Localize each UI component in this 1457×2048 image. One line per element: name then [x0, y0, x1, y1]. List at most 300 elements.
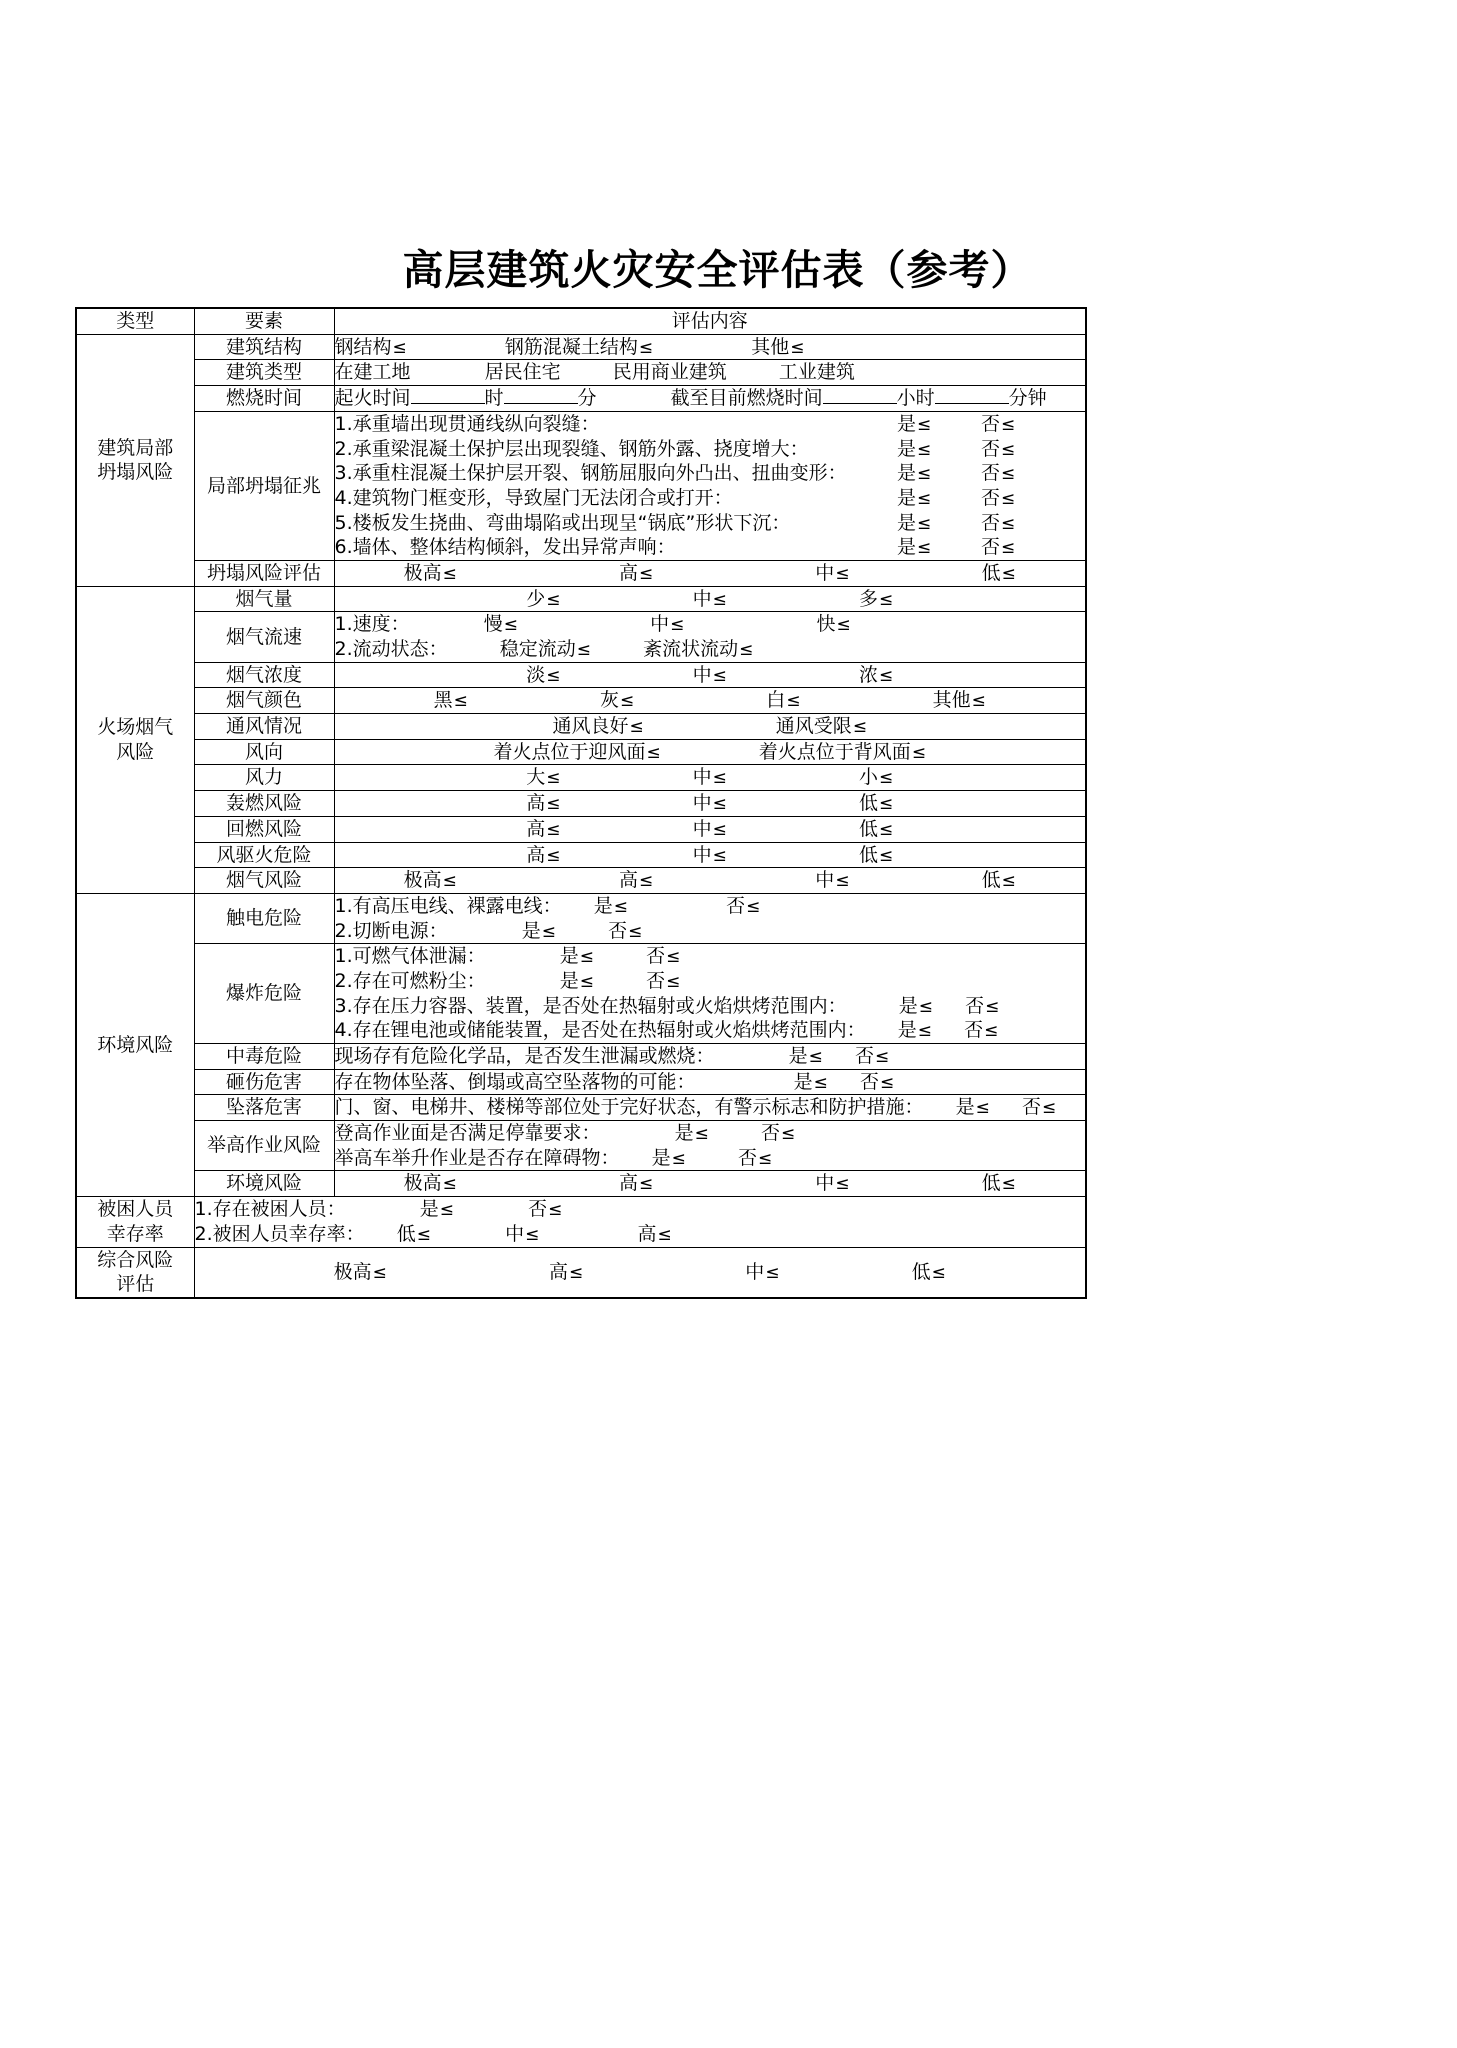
option-density-medium[interactable]: 中≤ — [692, 663, 727, 686]
checkbox-icon[interactable]: ≤ — [780, 1124, 796, 1145]
table-row — [76, 739, 1086, 765]
checkbox-icon[interactable]: ≤ — [1001, 414, 1016, 435]
option-good-ventilation[interactable]: 通风良好≤ — [552, 715, 644, 738]
option-no[interactable]: 否≤ — [965, 994, 1000, 1017]
checkbox-icon[interactable]: ≤ — [931, 1262, 946, 1283]
element-building-type: 建筑类型 — [194, 360, 334, 386]
element-smoke-risk-rating: 烟气风险 — [194, 868, 334, 894]
checkbox-icon[interactable]: ≤ — [808, 1047, 823, 1068]
checkbox-icon[interactable]: ≤ — [613, 896, 628, 917]
rating-low[interactable]: 低≤ — [981, 561, 1016, 584]
option-color-black[interactable]: 黑≤ — [433, 689, 468, 712]
content-smoke-density — [334, 662, 1086, 688]
element-flashover-risk: 轰燃风险 — [194, 791, 334, 817]
checkbox-icon[interactable]: ≤ — [546, 768, 561, 789]
checkbox-icon[interactable]: ≤ — [971, 691, 986, 712]
option-no[interactable]: 否≤ — [1021, 1096, 1057, 1119]
rating-high[interactable]: 高≤ — [618, 1172, 654, 1195]
checkbox-icon[interactable]: ≤ — [712, 819, 727, 840]
rating-high[interactable]: 高≤ — [637, 1222, 672, 1245]
rating-high[interactable]: 高≤ — [548, 1260, 584, 1283]
checkbox-icon[interactable]: ≤ — [878, 768, 894, 789]
option-yes[interactable]: 是≤ — [419, 1198, 454, 1221]
option-wind-weak[interactable]: 小≤ — [858, 766, 894, 789]
rating-low[interactable]: 低≤ — [911, 1260, 946, 1283]
option-fire-windward[interactable]: 着火点位于迎风面≤ — [493, 740, 661, 763]
option-construction-site[interactable]: 在建工地 — [334, 361, 411, 384]
option-density-thin[interactable]: 淡≤ — [526, 663, 561, 686]
checkbox-icon[interactable]: ≤ — [638, 871, 654, 892]
header-content: 评估内容 — [334, 308, 1086, 334]
option-yes[interactable]: 是≤ — [897, 437, 932, 460]
option-color-grey[interactable]: 灰≤ — [599, 689, 635, 712]
rating-high[interactable]: 高≤ — [526, 792, 561, 815]
checkbox-icon[interactable]: ≤ — [878, 794, 894, 815]
option-wind-strong[interactable]: 大≤ — [526, 766, 561, 789]
content-aerial-work-risk — [334, 1121, 1086, 1171]
table-row — [76, 1121, 1086, 1171]
element-smoke-speed: 烟气流速 — [194, 612, 334, 662]
option-rc-structure[interactable]: 钢筋混凝土结构≤ — [504, 335, 654, 358]
label-trapped-present: 1.存在被困人员： — [194, 1198, 346, 1221]
checkbox-icon[interactable]: ≤ — [1001, 464, 1016, 485]
element-collapse-signs: 局部坍塌征兆 — [194, 411, 334, 560]
checkbox-icon[interactable]: ≤ — [546, 665, 561, 686]
input-ignition-hour[interactable] — [411, 386, 485, 404]
label-climbing-surface: 登高作业面是否满足停靠要求： — [334, 1122, 601, 1145]
rating-medium[interactable]: 中≤ — [815, 1172, 850, 1195]
option-yes[interactable]: 是≤ — [559, 969, 594, 992]
checkbox-icon[interactable]: ≤ — [878, 665, 894, 686]
table-row — [76, 1197, 1086, 1247]
table-row — [76, 1171, 1086, 1197]
checkbox-icon[interactable]: ≤ — [712, 794, 727, 815]
option-no[interactable]: 否≤ — [981, 486, 1016, 509]
option-yes[interactable]: 是≤ — [559, 945, 594, 968]
checkbox-icon[interactable]: ≤ — [1001, 1174, 1016, 1195]
option-yes[interactable]: 是≤ — [521, 919, 556, 942]
option-steel-structure[interactable]: 钢结构≤ — [334, 335, 407, 358]
checkbox-icon[interactable]: ≤ — [790, 337, 805, 358]
checkbox-icon[interactable]: ≤ — [1041, 1098, 1057, 1119]
checkbox-icon[interactable]: ≤ — [836, 615, 851, 636]
element-smoke-density: 烟气浓度 — [194, 662, 334, 688]
option-yes[interactable]: 是≤ — [793, 1070, 828, 1093]
element-wind-direction: 风向 — [194, 739, 334, 765]
list-item — [335, 437, 1086, 462]
label-cut-power: 2.切断电源： — [334, 919, 448, 942]
checkbox-icon[interactable]: ≤ — [878, 589, 894, 610]
option-no[interactable]: 否≤ — [646, 945, 681, 968]
content-burn-time — [334, 386, 1086, 412]
option-commercial[interactable]: 民用商业建筑 — [612, 361, 727, 384]
checkbox-icon[interactable]: ≤ — [579, 947, 594, 968]
section-type-environment: 环境风险 — [76, 893, 194, 1196]
option-other-structure[interactable]: 其他≤ — [751, 335, 805, 358]
checkbox-icon[interactable]: ≤ — [984, 1021, 999, 1042]
option-residential[interactable]: 居民住宅 — [484, 361, 561, 384]
content-wind-force — [334, 765, 1086, 791]
checkbox-icon[interactable]: ≤ — [666, 971, 681, 992]
checkbox-icon[interactable]: ≤ — [917, 414, 932, 435]
checkbox-icon[interactable]: ≤ — [1001, 439, 1016, 460]
content-poisoning-risk — [334, 1044, 1086, 1070]
label-hazardous-chemicals: 现场存有危险化学品，是否发生泄漏或燃烧： — [334, 1045, 715, 1068]
label-lithium-battery: 4.存在锂电池或储能装置，是否处在热辐射或火焰烘烤范围内： — [334, 1019, 866, 1042]
element-collapse-risk-rating: 坍塌风险评估 — [194, 560, 334, 586]
label-high-voltage-lines: 1.有高压电线、裸露电线： — [334, 894, 562, 917]
option-no[interactable]: 否≤ — [528, 1198, 563, 1221]
table-row — [76, 1095, 1086, 1121]
list-item — [335, 412, 1086, 437]
element-smoke-color: 烟气颜色 — [194, 688, 334, 714]
table-row — [76, 765, 1086, 791]
checkbox-icon[interactable]: ≤ — [666, 947, 681, 968]
page-title: 高层建筑火灾安全评估表（参考） — [402, 246, 1033, 294]
checkbox-icon[interactable]: ≤ — [657, 1224, 672, 1245]
option-yes[interactable]: 是≤ — [898, 994, 933, 1017]
checkbox-icon[interactable]: ≤ — [712, 665, 727, 686]
element-smoke-volume: 烟气量 — [194, 586, 334, 612]
checkbox-icon[interactable]: ≤ — [638, 337, 654, 358]
section-type-overall-risk: 综合风险 评估 — [76, 1247, 194, 1298]
input-elapsed-minutes[interactable] — [935, 386, 1009, 404]
rating-low[interactable]: 低≤ — [396, 1222, 431, 1245]
content-wind-driven-fire-risk — [334, 842, 1086, 868]
collapse-sign-5: 5.楼板发生挠曲、弯曲塌陷或出现呈“锅底”形状下沉： — [334, 511, 791, 534]
unit-hour: 时 — [484, 387, 504, 410]
checkbox-icon[interactable]: ≤ — [694, 1124, 709, 1145]
checkbox-icon[interactable]: ≤ — [786, 691, 801, 712]
option-industrial[interactable]: 工业建筑 — [778, 361, 855, 384]
option-no[interactable]: 否≤ — [760, 1122, 796, 1145]
checkbox-icon[interactable]: ≤ — [917, 464, 932, 485]
rating-high[interactable]: 高≤ — [618, 561, 654, 584]
checkbox-icon[interactable]: ≤ — [765, 1262, 780, 1283]
checkbox-icon[interactable]: ≤ — [576, 640, 591, 661]
checkbox-icon[interactable]: ≤ — [739, 640, 754, 661]
option-speed-medium[interactable]: 中≤ — [650, 613, 685, 636]
table-row — [76, 842, 1086, 868]
label-pressure-vessel: 3.存在压力容器、装置，是否处在热辐射或火焰烘烤范围内： — [334, 994, 847, 1017]
checkbox-icon[interactable]: ≤ — [746, 896, 761, 917]
checkbox-icon[interactable]: ≤ — [975, 1098, 990, 1119]
checkbox-icon[interactable]: ≤ — [670, 615, 685, 636]
rating-medium[interactable]: 中≤ — [692, 843, 727, 866]
option-yes[interactable]: 是≤ — [788, 1045, 823, 1068]
checkbox-icon[interactable]: ≤ — [503, 615, 518, 636]
option-yes[interactable]: 是≤ — [897, 462, 932, 485]
collapse-sign-1: 1.承重墙出现贯通线纵向裂缝： — [334, 412, 600, 435]
checkbox-icon[interactable]: ≤ — [442, 1174, 457, 1195]
checkbox-icon[interactable]: ≤ — [416, 1224, 431, 1245]
content-smoke-risk-rating — [334, 868, 1086, 894]
checkbox-icon[interactable]: ≤ — [548, 1200, 563, 1221]
rating-medium[interactable]: 中≤ — [505, 1222, 540, 1245]
option-color-other[interactable]: 其他≤ — [932, 689, 986, 712]
checkbox-icon[interactable]: ≤ — [453, 691, 468, 712]
checkbox-icon[interactable]: ≤ — [392, 337, 407, 358]
option-no[interactable]: 否≤ — [981, 536, 1016, 559]
rating-medium[interactable]: 中≤ — [692, 792, 727, 815]
content-fall-hazard — [334, 1095, 1086, 1121]
element-electric-shock: 触电危险 — [194, 893, 334, 943]
list-item — [335, 535, 1086, 560]
checkbox-icon[interactable]: ≤ — [917, 1021, 932, 1042]
option-smoke-medium[interactable]: 中≤ — [692, 587, 727, 610]
rating-very-high[interactable]: 极高≤ — [403, 869, 457, 892]
label-falling-objects: 存在物体坠落、倒塌或高空坠落物的可能： — [334, 1070, 696, 1093]
table-row — [76, 868, 1086, 894]
element-backdraft-risk: 回燃风险 — [194, 816, 334, 842]
table-row — [76, 791, 1086, 817]
collapse-sign-2: 2.承重梁混凝土保护层出现裂缝、钢筋外露、挠度增大： — [334, 437, 809, 460]
checkbox-icon[interactable]: ≤ — [439, 1200, 454, 1221]
content-environment-risk-rating — [334, 1171, 1086, 1197]
label-openings-condition: 门、窗、电梯井、楼梯等部位处于完好状态，有警示标志和防护措施： — [334, 1096, 924, 1119]
checkbox-icon[interactable]: ≤ — [442, 563, 457, 584]
checkbox-icon[interactable]: ≤ — [712, 589, 727, 610]
option-speed-fast[interactable]: 快≤ — [816, 613, 851, 636]
checkbox-icon[interactable]: ≤ — [638, 1174, 654, 1195]
content-smoke-speed — [334, 612, 1086, 662]
checkbox-icon[interactable]: ≤ — [879, 1072, 895, 1093]
label-ignition-time: 起火时间 — [334, 387, 411, 410]
checkbox-icon[interactable]: ≤ — [874, 1047, 890, 1068]
label-gas-leak: 1.可燃气体泄漏： — [334, 945, 486, 968]
option-yes[interactable]: 是≤ — [897, 536, 932, 559]
content-overall-risk-rating — [194, 1247, 1086, 1298]
checkbox-icon[interactable]: ≤ — [757, 1148, 773, 1169]
option-yes[interactable]: 是≤ — [897, 486, 932, 509]
table-row — [76, 586, 1086, 612]
collapse-sign-4: 4.建筑物门框变形，导致屋门无法闭合或打开： — [334, 486, 733, 509]
table-row — [76, 612, 1086, 662]
table-row — [76, 714, 1086, 740]
rating-low[interactable]: 低≤ — [981, 1172, 1016, 1195]
element-building-structure: 建筑结构 — [194, 334, 334, 360]
checkbox-icon[interactable]: ≤ — [546, 794, 561, 815]
option-yes[interactable]: 是≤ — [897, 412, 932, 435]
content-electric-shock — [334, 893, 1086, 943]
checkbox-icon[interactable]: ≤ — [546, 589, 561, 610]
option-fire-leeward[interactable]: 着火点位于背风面≤ — [758, 740, 927, 763]
checkbox-icon[interactable]: ≤ — [878, 819, 894, 840]
checkbox-icon[interactable]: ≤ — [646, 742, 661, 763]
checkbox-icon[interactable]: ≤ — [568, 1262, 584, 1283]
checkbox-icon[interactable]: ≤ — [917, 538, 932, 559]
element-crush-hazard: 砸伤危害 — [194, 1069, 334, 1095]
rating-low[interactable]: 低≤ — [858, 843, 894, 866]
table-row — [76, 334, 1086, 360]
option-wind-medium[interactable]: 中≤ — [692, 766, 727, 789]
content-ventilation — [334, 714, 1086, 740]
header-element: 要素 — [194, 308, 334, 334]
label-speed: 1.速度： — [334, 613, 410, 636]
checkbox-icon[interactable]: ≤ — [712, 845, 727, 866]
checkbox-icon[interactable]: ≤ — [442, 871, 457, 892]
checkbox-icon[interactable]: ≤ — [541, 921, 556, 942]
table-row — [76, 944, 1086, 1044]
checkbox-icon[interactable]: ≤ — [638, 563, 654, 584]
option-no[interactable]: 否≤ — [964, 1019, 999, 1042]
option-no[interactable]: 否≤ — [726, 894, 761, 917]
option-no[interactable]: 否≤ — [854, 1045, 890, 1068]
checkbox-icon[interactable]: ≤ — [1001, 538, 1016, 559]
checkbox-icon[interactable]: ≤ — [1001, 871, 1016, 892]
content-smoke-volume — [334, 586, 1086, 612]
collapse-sign-3: 3.承重柱混凝土保护层开裂、钢筋屈服向外凸出、扭曲变形： — [334, 462, 847, 485]
checkbox-icon[interactable]: ≤ — [917, 513, 932, 534]
rating-medium[interactable]: 中≤ — [745, 1260, 780, 1283]
checkbox-icon[interactable]: ≤ — [835, 871, 850, 892]
option-yes[interactable]: 是≤ — [593, 894, 628, 917]
table-row — [76, 1247, 1086, 1298]
option-yes[interactable]: 是≤ — [897, 1019, 932, 1042]
input-ignition-minute[interactable] — [504, 386, 578, 404]
content-collapse-signs — [334, 411, 1086, 560]
checkbox-icon[interactable]: ≤ — [918, 996, 933, 1017]
rating-high[interactable]: 高≤ — [526, 843, 561, 866]
label-combustible-dust: 2.存在可燃粉尘： — [334, 969, 486, 992]
option-no[interactable]: 否≤ — [981, 437, 1016, 460]
list-item — [335, 486, 1086, 511]
element-environment-risk-rating: 环境风险 — [194, 1171, 334, 1197]
table-row — [76, 360, 1086, 386]
checkbox-icon[interactable]: ≤ — [917, 488, 932, 509]
option-no[interactable]: 否≤ — [859, 1070, 895, 1093]
rating-high[interactable]: 高≤ — [618, 869, 654, 892]
table-row — [76, 411, 1086, 560]
rating-low[interactable]: 低≤ — [858, 817, 894, 840]
table-row — [76, 688, 1086, 714]
table-header-row — [76, 308, 1086, 334]
content-collapse-risk-rating — [334, 560, 1086, 586]
content-trapped-survival — [194, 1197, 1086, 1247]
table-row — [76, 560, 1086, 586]
option-smoke-much[interactable]: 多≤ — [858, 587, 894, 610]
option-speed-slow[interactable]: 慢≤ — [483, 613, 518, 636]
rating-low[interactable]: 低≤ — [981, 869, 1016, 892]
section-type-smoke: 火场烟气 风险 — [76, 586, 194, 893]
checkbox-icon[interactable]: ≤ — [813, 1072, 828, 1093]
table-row — [76, 386, 1086, 412]
checkbox-icon[interactable]: ≤ — [985, 996, 1000, 1017]
rating-very-high[interactable]: 极高≤ — [403, 561, 457, 584]
checkbox-icon[interactable]: ≤ — [852, 717, 868, 738]
checkbox-icon[interactable]: ≤ — [1001, 563, 1016, 584]
element-fall-hazard: 坠落危害 — [194, 1095, 334, 1121]
label-aerial-obstacles: 举高车举升作业是否存在障碍物： — [334, 1146, 620, 1169]
option-no[interactable]: 否≤ — [646, 969, 681, 992]
rating-medium[interactable]: 中≤ — [815, 869, 850, 892]
option-no[interactable]: 否≤ — [981, 412, 1016, 435]
checkbox-icon[interactable]: ≤ — [628, 921, 643, 942]
option-yes[interactable]: 是≤ — [651, 1146, 686, 1169]
option-no[interactable]: 否≤ — [981, 511, 1016, 534]
checkbox-icon[interactable]: ≤ — [546, 819, 561, 840]
element-aerial-work-risk: 举高作业风险 — [194, 1121, 334, 1171]
checkbox-icon[interactable]: ≤ — [1001, 513, 1016, 534]
element-burn-time: 燃烧时间 — [194, 386, 334, 412]
table-row — [76, 1069, 1086, 1095]
table-row — [76, 816, 1086, 842]
section-type-trapped-survival: 被困人员 幸存率 — [76, 1197, 194, 1247]
element-ventilation: 通风情况 — [194, 714, 334, 740]
checkbox-icon[interactable]: ≤ — [911, 742, 927, 763]
content-crush-hazard — [334, 1069, 1086, 1095]
assessment-table — [75, 307, 1087, 1299]
checkbox-icon[interactable]: ≤ — [546, 845, 561, 866]
checkbox-icon[interactable]: ≤ — [917, 439, 932, 460]
checkbox-icon[interactable]: ≤ — [671, 1148, 686, 1169]
label-flow-state: 2.流动状态： — [334, 638, 448, 661]
option-yes[interactable]: 是≤ — [674, 1122, 709, 1145]
rating-medium[interactable]: 中≤ — [692, 817, 727, 840]
content-smoke-color — [334, 688, 1086, 714]
content-building-structure — [334, 334, 1086, 360]
checkbox-icon[interactable]: ≤ — [835, 1174, 850, 1195]
content-explosion-risk — [334, 944, 1086, 1044]
list-item — [335, 461, 1086, 486]
element-wind-force: 风力 — [194, 765, 334, 791]
checkbox-icon[interactable]: ≤ — [619, 691, 635, 712]
content-building-type — [334, 360, 1086, 386]
section-type-collapse: 建筑局部 坍塌风险 — [76, 334, 194, 586]
unit-minute: 分 — [577, 387, 597, 410]
checkbox-icon[interactable]: ≤ — [712, 768, 727, 789]
content-backdraft-risk — [334, 816, 1086, 842]
checkbox-icon[interactable]: ≤ — [1001, 488, 1016, 509]
option-steady-flow[interactable]: 稳定流动≤ — [499, 638, 591, 661]
rating-very-high[interactable]: 极高≤ — [333, 1260, 387, 1283]
option-turbulent-flow[interactable]: 紊流状流动≤ — [643, 638, 754, 661]
option-yes[interactable]: 是≤ — [955, 1096, 990, 1119]
checkbox-icon[interactable]: ≤ — [372, 1262, 387, 1283]
option-color-white[interactable]: 白≤ — [766, 689, 801, 712]
label-survival-rate: 2.被困人员幸存率： — [194, 1222, 365, 1245]
option-limited-ventilation[interactable]: 通风受限≤ — [775, 715, 868, 738]
header-type: 类型 — [76, 308, 194, 334]
content-wind-direction — [334, 739, 1086, 765]
rating-high[interactable]: 高≤ — [526, 817, 561, 840]
option-no[interactable]: 否≤ — [981, 462, 1016, 485]
rating-low[interactable]: 低≤ — [858, 792, 894, 815]
option-no[interactable]: 否≤ — [608, 919, 643, 942]
element-poisoning-risk: 中毒危险 — [194, 1044, 334, 1070]
unit-minutes: 分钟 — [1008, 387, 1047, 410]
option-smoke-little[interactable]: 少≤ — [526, 587, 561, 610]
unit-hours: 小时 — [896, 387, 935, 410]
rating-very-high[interactable]: 极高≤ — [403, 1172, 457, 1195]
table-row — [76, 893, 1086, 943]
checkbox-icon[interactable]: ≤ — [525, 1224, 540, 1245]
checkbox-icon[interactable]: ≤ — [579, 971, 594, 992]
option-density-thick[interactable]: 浓≤ — [858, 663, 894, 686]
table-row — [76, 662, 1086, 688]
option-no[interactable]: 否≤ — [737, 1146, 773, 1169]
label-elapsed-burn-time: 截至目前燃烧时间 — [670, 387, 823, 410]
checkbox-icon[interactable]: ≤ — [878, 845, 894, 866]
collapse-sign-6: 6.墙体、整体结构倾斜，发出异常声响： — [334, 536, 676, 559]
option-yes[interactable]: 是≤ — [897, 511, 932, 534]
input-elapsed-hours[interactable] — [823, 386, 897, 404]
checkbox-icon[interactable]: ≤ — [629, 717, 644, 738]
checkbox-icon[interactable]: ≤ — [835, 563, 850, 584]
table-row — [76, 1044, 1086, 1070]
rating-medium[interactable]: 中≤ — [815, 561, 850, 584]
element-wind-driven-fire-risk: 风驱火危险 — [194, 842, 334, 868]
